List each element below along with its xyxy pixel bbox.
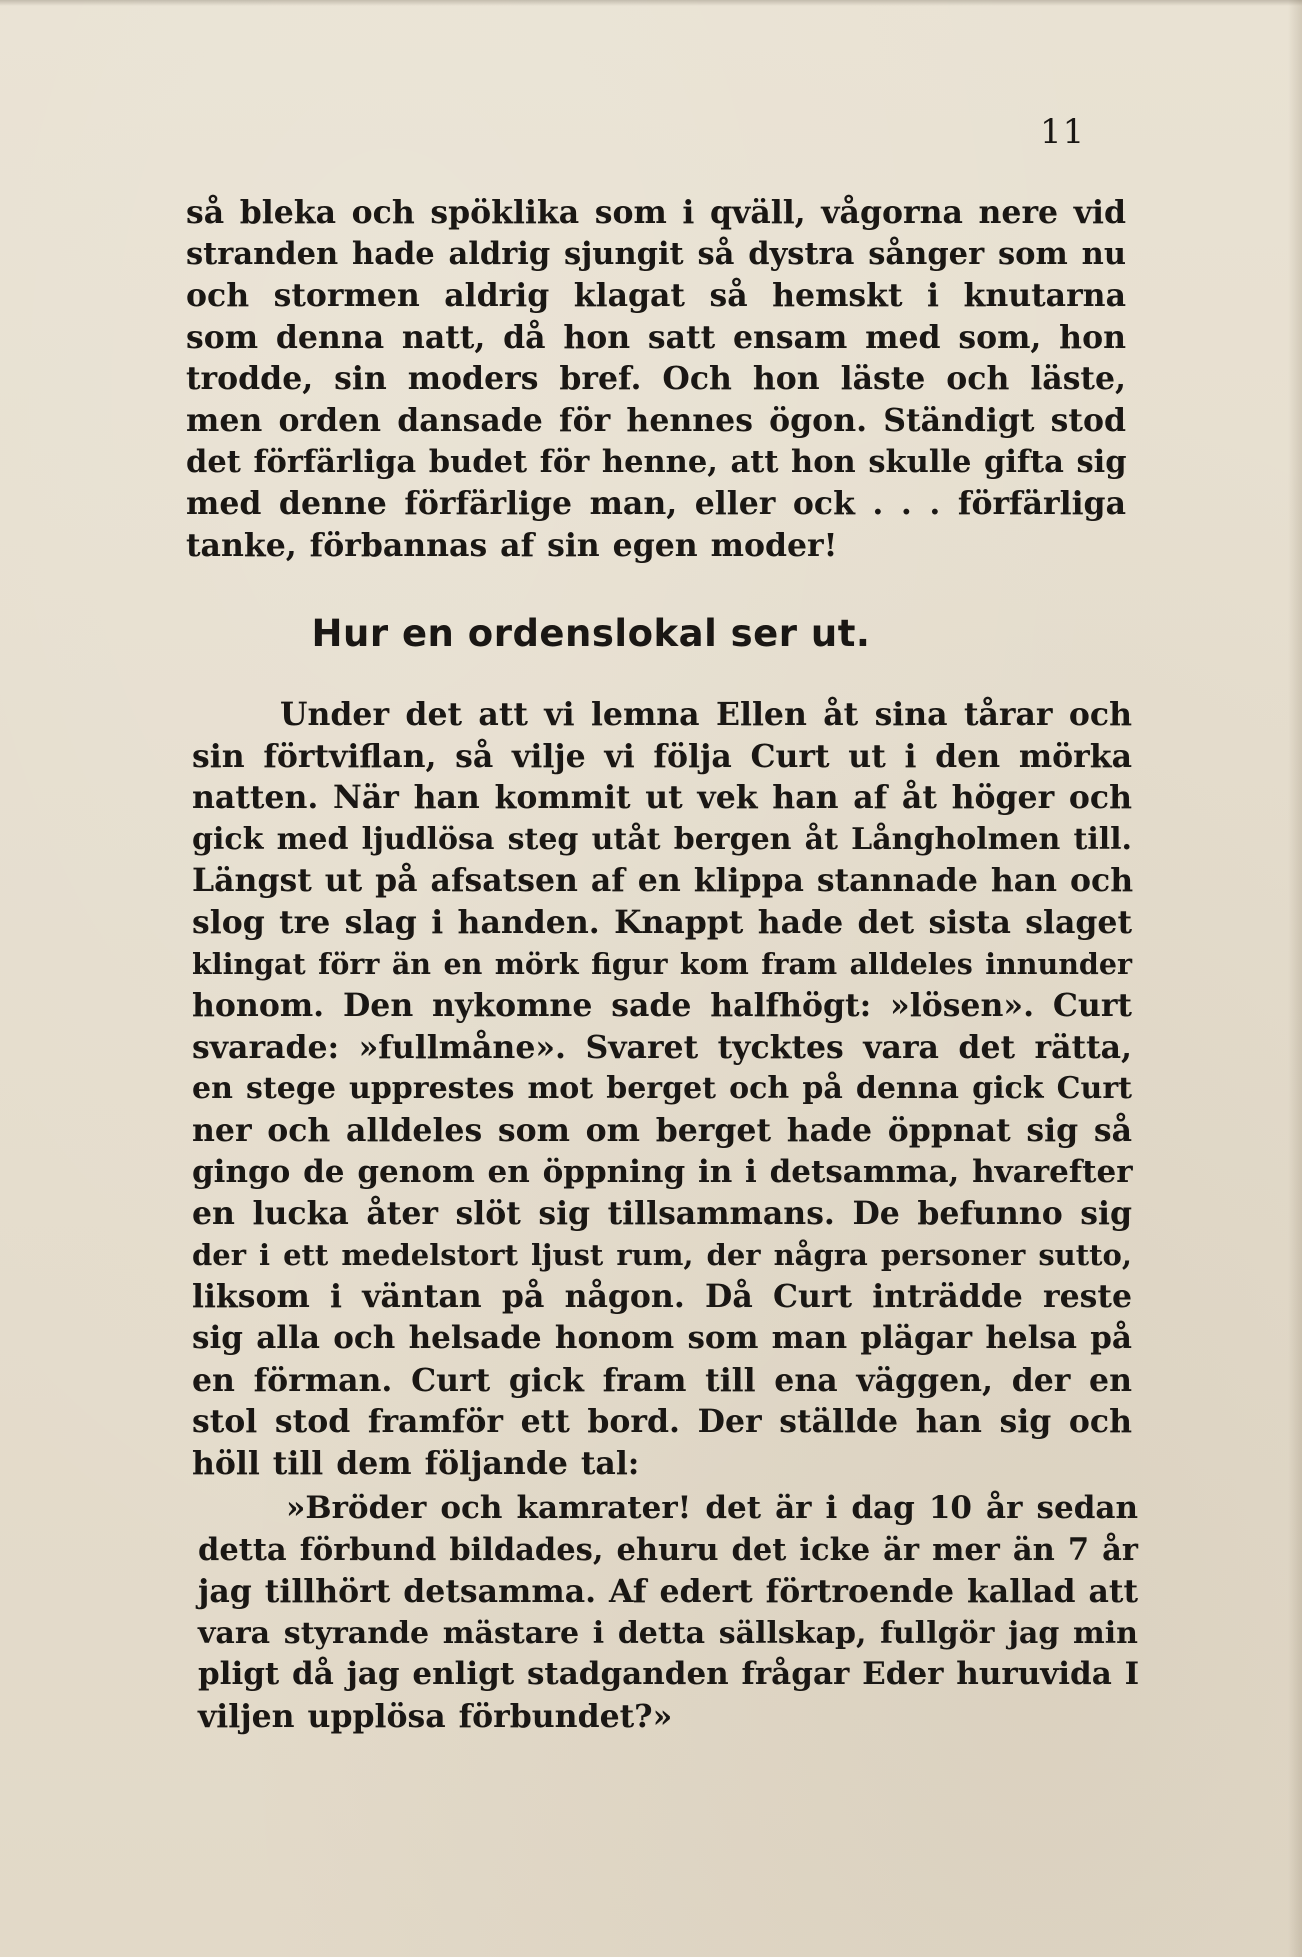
text-line: Under det att vi lemna Ellen åt sina tårar och — [280, 696, 1132, 733]
text-line: och stormen aldrig klagat så hemskt i knutarna — [186, 277, 1126, 315]
section-heading-text: Hur en ordenslokal ser ut. — [311, 612, 871, 655]
text-line: pligt då jag enligt stadganden frågar Eder huruvida I — [198, 1656, 1140, 1693]
section-heading — [0, 612, 1302, 655]
text-line: honom. Den nykomne sade halfhögt: »lösen». Curt — [192, 987, 1132, 1025]
text-line: så bleka och spöklika som i qväll, vågorna nere vid — [186, 194, 1126, 231]
text-line: en förman. Curt gick fram till ena väggen, der en — [192, 1361, 1132, 1399]
text-line: trodde, sin moders bref. Och hon läste och läste, — [186, 360, 1126, 398]
text-line: Längst ut på afsatsen af en klippa stannade han och — [192, 862, 1134, 900]
text-line: detta förbund bildades, ehuru det icke är mer än 7 år — [198, 1531, 1138, 1568]
text-line: sig alla och helsade honom som man plägar helsa på — [192, 1319, 1132, 1356]
page-top-edge — [0, 0, 1302, 6]
text-line: gick med ljudlösa steg utåt bergen åt Långholmen till. — [192, 821, 1132, 857]
text-line: det förfärliga budet för henne, att hon skulle gifta sig — [186, 443, 1127, 480]
text-line: vara styrande mästare i detta sällskap, fullgör jag min — [198, 1615, 1138, 1651]
text-line: höll till dem följande tal: — [192, 1444, 640, 1482]
text-line: der i ett medelstort ljust rum, der några personer sutto, — [192, 1237, 1132, 1272]
text-line: stranden hade aldrig sjungit så dystra sånger som nu — [186, 235, 1126, 272]
text-line: viljen upplösa förbundet?» — [198, 1697, 673, 1735]
text-line: en lucka åter slöt sig tillsammans. De befunno sig — [192, 1195, 1132, 1233]
text-line: svarade: »fullmåne». Svaret tycktes vara det rätta, — [192, 1028, 1132, 1066]
text-line: sin förtviflan, så vilje vi följa Curt ut i den mörka — [192, 737, 1132, 775]
text-line: stol stod framför ett bord. Der ställde han sig och — [192, 1403, 1132, 1441]
text-line: men orden dansade för hennes ögon. Ständigt stod — [186, 401, 1126, 439]
text-line: jag tillhört detsamma. Af edert förtroende kallad att — [198, 1573, 1139, 1611]
paragraph-3 — [198, 1488, 1138, 1738]
text-line: med denne förfärlige man, eller ock . . . förfärliga — [186, 485, 1126, 523]
text-line: som denna natt, då hon satt ensam med som, hon — [186, 318, 1126, 356]
page-number: 11 — [1040, 112, 1086, 152]
text-line: gingo de genom en öppning in i detsamma, hvarefter — [192, 1153, 1133, 1190]
text-line: ner och alldeles som om berget hade öppnat sig så — [192, 1111, 1132, 1149]
paragraph-1 — [186, 192, 1126, 566]
text-line: »Bröder och kamrater! det är i dag 10 år sedan — [286, 1490, 1138, 1526]
text-line: en stege upprestes mot berget och på denna gick Curt — [192, 1071, 1132, 1107]
text-line: tanke, förbannas af sin egen moder! — [186, 526, 838, 564]
text-line: liksom i väntan på någon. Då Curt inträdde reste — [192, 1278, 1132, 1316]
paragraph-2 — [192, 694, 1132, 1484]
text-line: slog tre slag i handen. Knappt hade det sista slaget — [192, 903, 1132, 941]
text-line: natten. När han kommit ut vek han af åt höger och — [192, 779, 1132, 817]
page-right-edge — [1288, 0, 1302, 1957]
text-line: klingat förr än en mörk figur kom fram alldeles innunder — [192, 946, 1132, 981]
